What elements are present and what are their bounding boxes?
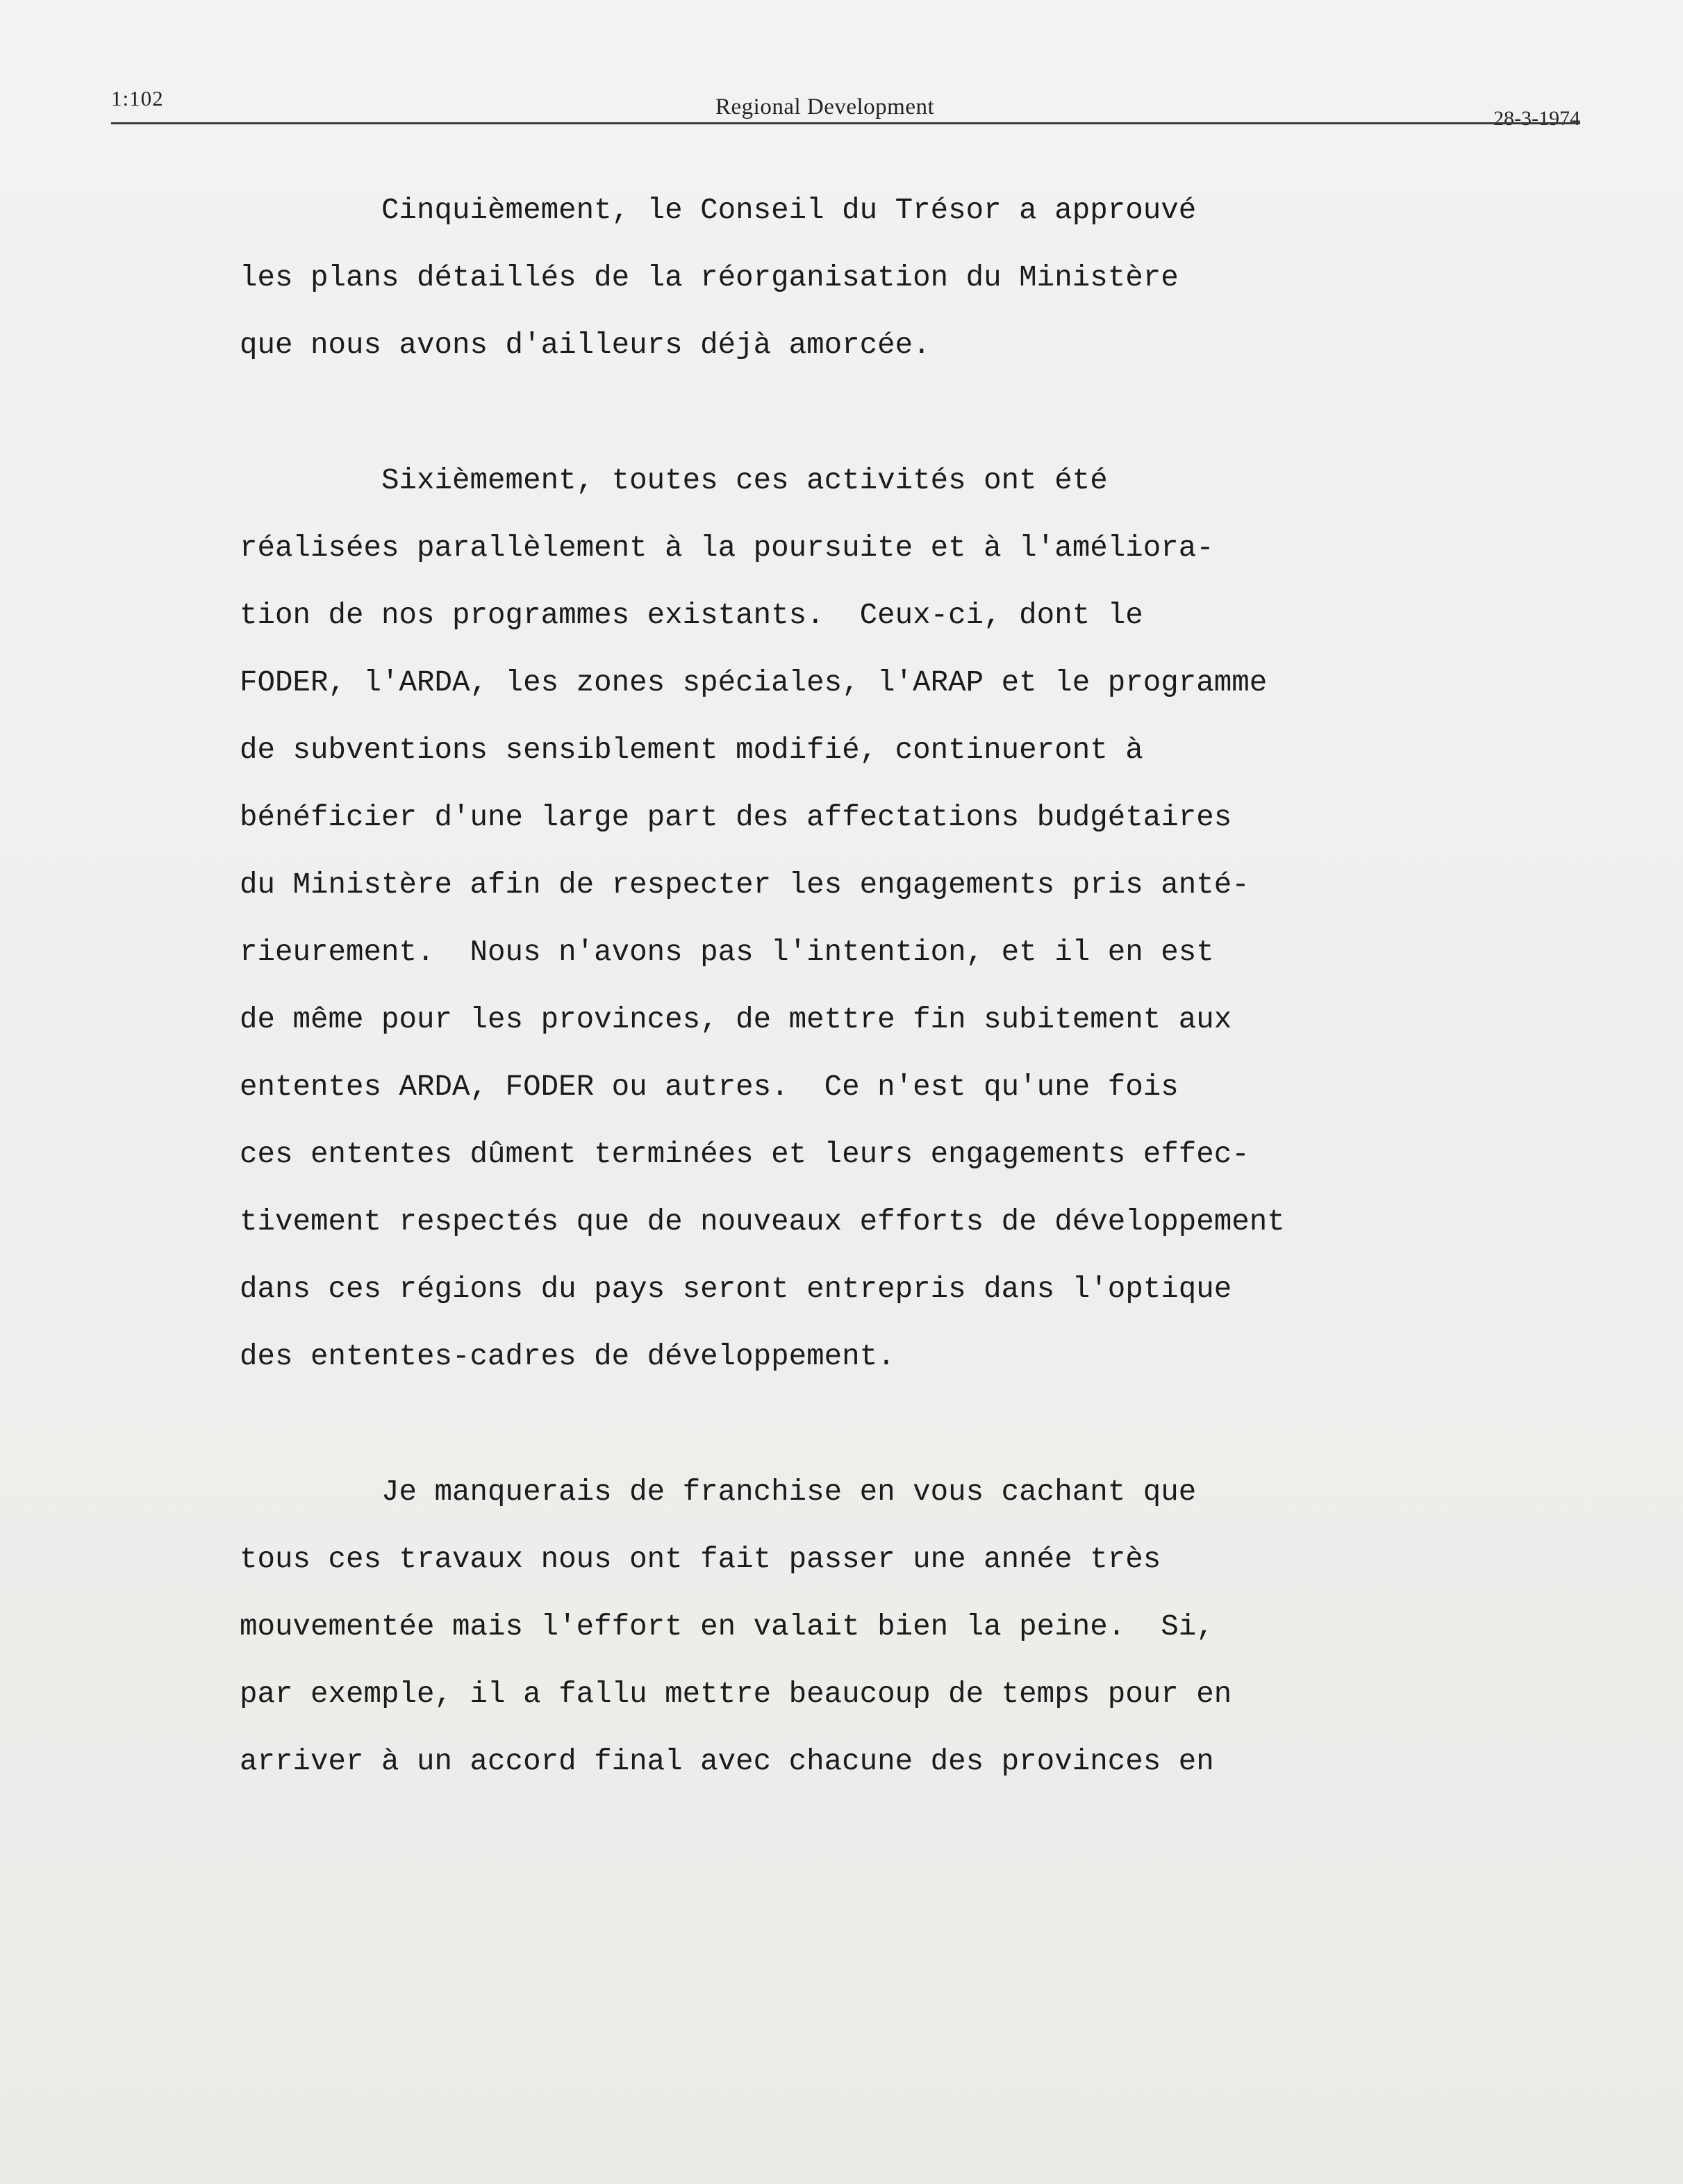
- text-line: par exemple, il a fallu mettre beaucoup de temps pour en: [240, 1678, 1232, 1711]
- text-line: que nous avons d'ailleurs déjà amorcée.: [240, 329, 931, 362]
- text-line: ententes ARDA, FODER ou autres. Ce n'est qu'une fois: [240, 1070, 1179, 1104]
- text-line: arriver à un accord final avec chacune des provinces en: [240, 1745, 1214, 1778]
- text-line: Sixièmement, toutes ces activités ont été: [240, 464, 1108, 497]
- text-line: dans ces régions du pays seront entrepris dans l'optique: [240, 1273, 1232, 1306]
- text-line: de subventions sensiblement modifié, continueront à: [240, 734, 1143, 767]
- text-line: les plans détaillés de la réorganisation du Ministère: [240, 261, 1179, 295]
- text-line: du Ministère afin de respecter les engagements pris anté-: [240, 868, 1250, 902]
- page-number: 1:102: [111, 86, 164, 110]
- paragraph-cinquiemement: [240, 177, 1462, 379]
- header-date: 28-3-1974: [1493, 107, 1580, 130]
- paragraph-sixiemement: [240, 447, 1462, 1391]
- paragraph-franchise: [240, 1459, 1462, 1796]
- text-line: Je manquerais de franchise en vous cachant que: [240, 1475, 1197, 1509]
- text-line: tivement respectés que de nouveaux efforts de développement: [240, 1205, 1285, 1239]
- text-line: réalisées parallèlement à la poursuite et à l'améliora-: [240, 531, 1214, 565]
- header-rule: [111, 122, 1580, 124]
- text-line: ces ententes dûment terminées et leurs engagements effec-: [240, 1138, 1250, 1171]
- text-line: de même pour les provinces, de mettre fin subitement aux: [240, 1003, 1232, 1036]
- text-line: des ententes-cadres de développement.: [240, 1340, 895, 1373]
- text-line: tion de nos programmes existants. Ceux-ci, dont le: [240, 599, 1143, 632]
- text-line: Cinquièmement, le Conseil du Trésor a approuvé: [240, 194, 1197, 227]
- text-line: FODER, l'ARDA, les zones spéciales, l'ARAP et le programme: [240, 666, 1268, 700]
- text-line: rieurement. Nous n'avons pas l'intention, et il en est: [240, 936, 1214, 969]
- text-line: tous ces travaux nous ont fait passer une année très: [240, 1543, 1161, 1576]
- text-line: mouvementée mais l'effort en valait bien la peine. Si,: [240, 1610, 1214, 1644]
- running-title: Regional Development: [715, 94, 935, 119]
- text-line: bénéficier d'une large part des affectations budgétaires: [240, 801, 1232, 834]
- body-text: [240, 177, 1462, 1864]
